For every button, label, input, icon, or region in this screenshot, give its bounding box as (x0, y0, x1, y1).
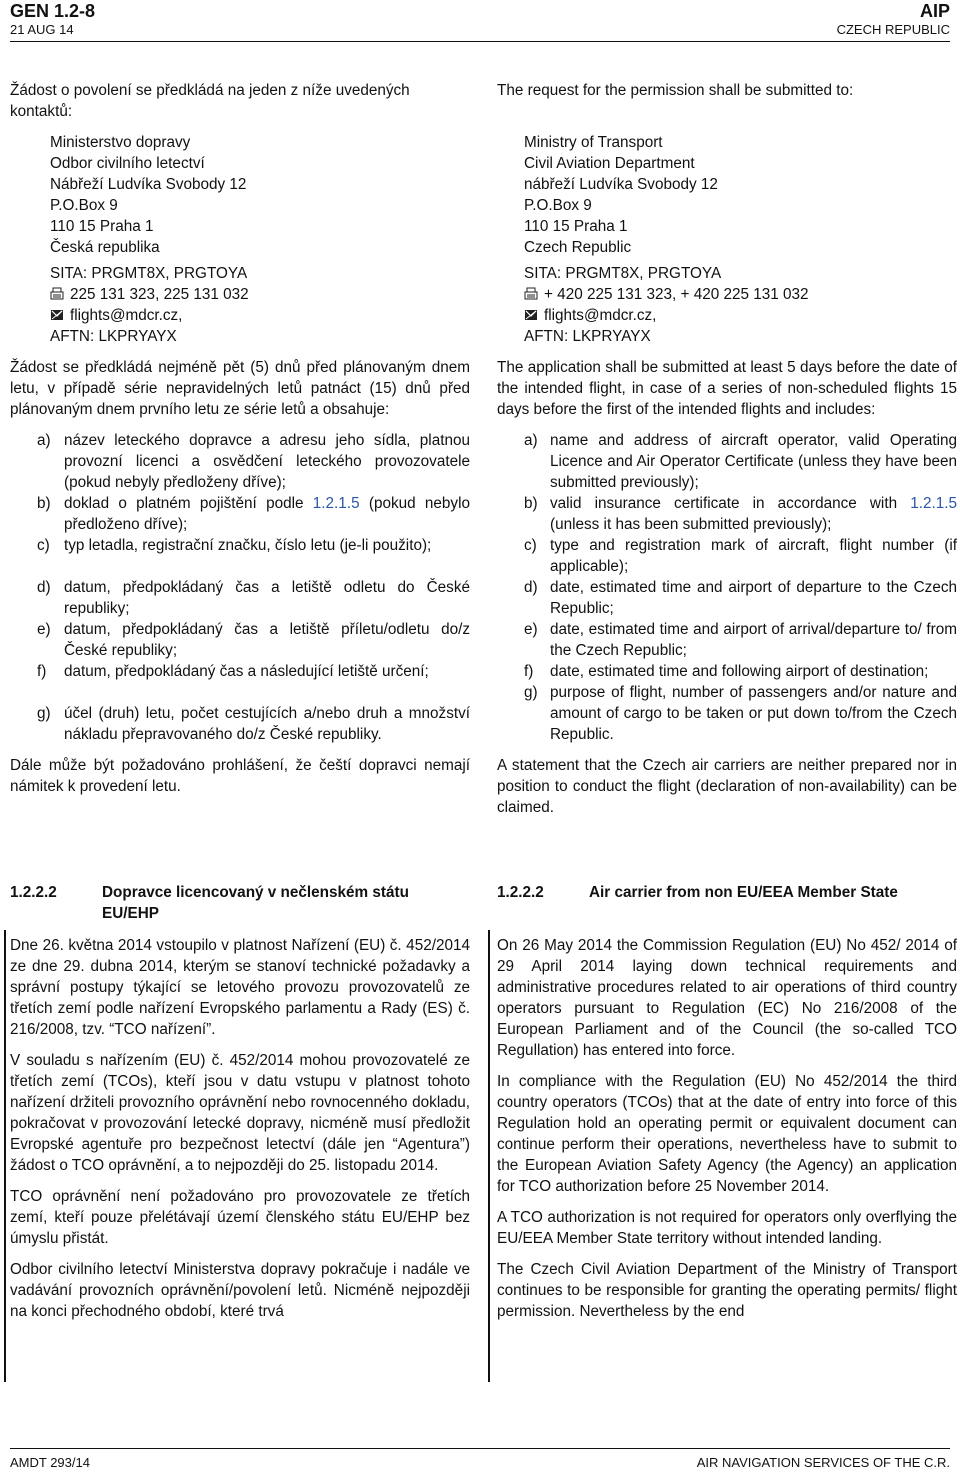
address-line: P.O.Box 9 (524, 197, 592, 214)
intro-text: The request for the permission shall be submitted to: (497, 82, 854, 99)
address-line: P.O.Box 9 (50, 197, 118, 214)
address-line: Odbor civilního letectví (50, 155, 205, 172)
paragraph: TCO oprávnění není požadováno pro provozovatele ze třetích zemí, kteří pouze přelétávají území členského státu EU/EHP bez úmyslu přistát. (10, 1188, 470, 1247)
address-line: nábřeží Ludvíka Svobody 12 (524, 176, 718, 193)
email-address[interactable]: flights@mdcr.cz, (70, 307, 183, 324)
doc-date: 21 AUG 14 (10, 22, 74, 37)
email-line (524, 305, 957, 326)
sita-line: SITA: PRGMT8X, PRGTOYA (50, 265, 248, 282)
email-icon (50, 308, 64, 321)
publication-name: AIP (919, 1, 950, 21)
list-item: f) datum, předpokládaný čas a následující letiště určení; (37, 663, 429, 680)
list-item: f) date, estimated time and following airport of destination; (524, 663, 929, 680)
list-item: d) date, estimated time and airport of departure to the Czech Republic; (524, 579, 957, 617)
address-line: Ministerstvo dopravy (50, 134, 191, 151)
section-number: 1.2.2.2 (497, 884, 544, 901)
address-line: Czech Republic (524, 239, 632, 256)
list-item: d) datum, předpokládaný čas a letiště odletu do České republiky; (37, 579, 470, 617)
paragraph: In compliance with the Regulation (EU) No 452/2014 the third country operators (TCOs) that at the date of entry into force of this Regulation hold an operating permit or equivalent document can continue perform their operations, nevertheless have to submit to the European Aviation Safety Agency (the Agency) an application for TCO authorization before 25 November 2014. (497, 1073, 957, 1195)
application-text: The application shall be submitted at least 5 days before the date of the intended flight, in case of a series of non-scheduled flights 15 days before the first of the intended flights and includes: (497, 359, 957, 418)
intro-text: Žádost o povolení se předkládá na jeden z níže uvedených kontaktů: (10, 82, 410, 120)
address-line: Civil Aviation Department (524, 155, 695, 172)
phone-icon (50, 287, 64, 300)
list-item: c) type and registration mark of aircraft, flight number (if applicable); (524, 537, 957, 575)
page-header (10, 0, 950, 44)
aftn-line: AFTN: LKPRYAYX (50, 328, 177, 345)
list-item: a) name and address of aircraft operator, valid Operating Licence and Air Operator Certificate (unless they have been submitted previously); (524, 432, 957, 491)
section-title: Dopravce licencovaný v nečlenském státu EU/EHP (102, 884, 409, 922)
right-section-body (497, 935, 957, 1322)
amendment-number: AMDT 293/14 (10, 1455, 90, 1470)
requirements-list (10, 430, 470, 745)
list-item: b) doklad o platném pojištění podle 1.2.1.5 (pokud nebylo předloženo dříve); (37, 495, 470, 533)
publisher-name: AIR NAVIGATION SERVICES OF THE C.R. (696, 1455, 950, 1470)
email-icon (524, 308, 538, 321)
left-column-czech (10, 80, 470, 797)
address-line: Ministry of Transport (524, 134, 663, 151)
list-item: g) účel (druh) letu, počet cestujících a/nebo druh a množství nákladu přepravovaného do/z České republiky. (37, 705, 470, 743)
address-line: 110 15 Praha 1 (50, 218, 154, 235)
requirements-list (497, 430, 957, 745)
statement-text: Dále může být požadováno prohlášení, že čeští dopravci nemají námitek k provedení letu. (10, 757, 470, 795)
change-bar (488, 930, 490, 1382)
paragraph: V souladu s nařízením (EU) č. 452/2014 mohou provozovatelé ze třetích zemí (TCOs), kteří jsou v datu vstupu v platnost tohoto nařízení držiteli provozního oprávnění nebo rovnocenného dokladu, pokračovat v provozování letecké dopravy, nicméně musí předložit Evropské agentuře pro bezpečnost letectví (dále jen “Agentura”) žádost o TCO oprávnění, a to nejpozději do 25. listopadu 2014. (10, 1052, 470, 1174)
email-address[interactable]: flights@mdcr.cz, (544, 307, 657, 324)
address-line: 110 15 Praha 1 (524, 218, 628, 235)
paragraph: On 26 May 2014 the Commission Regulation (EU) No 452/ 2014 of 29 April 2014 laying down technical requirements and administrative procedures related to air operations of third country operators pursuant to Regulation (EC) No 216/2008 of the European Parliament and of the Council (the so-called TCO Regullation) has entered into force. (497, 937, 957, 1059)
phone-icon (524, 287, 538, 300)
aftn-line: AFTN: LKPRYAYX (524, 328, 651, 345)
right-column-english (497, 80, 957, 818)
address-block (10, 132, 470, 347)
doc-id: GEN 1.2-8 (10, 1, 96, 21)
statement-text: A statement that the Czech air carriers are neither prepared nor in position to conduct the flight (declaration of non-availability) can be claimed. (497, 757, 957, 816)
list-item: a) název leteckého dopravce a adresu jeho sídla, platnou provozní licenci a osvědčení leteckého provozovatele (pokud nebyly předloženy dříve); (37, 432, 470, 491)
phone-numbers: 225 131 323, 225 131 032 (70, 286, 249, 303)
application-text: Žádost se předkládá nejméně pět (5) dnů před plánovaným dnem letu, v případě série nepravidelných letů patnáct (15) dnů před plánovaným dnem prvního letu ze série letů a obsahuje: (10, 359, 470, 418)
country-name: CZECH REPUBLIC (836, 22, 950, 37)
section-title: Air carrier from non EU/EEA Member State (589, 884, 898, 901)
sita-line: SITA: PRGMT8X, PRGTOYA (524, 265, 722, 282)
left-section-body (10, 935, 470, 1322)
phone-line (524, 284, 957, 305)
footer-rule (10, 1448, 950, 1449)
address-block (497, 132, 957, 347)
reference-link[interactable]: 1.2.1.5 (910, 495, 957, 512)
paragraph: Odbor civilního letectví Ministerstva dopravy pokračuje i nadále ve vadávání provozních oprávnění/povolení letů. Nicméně nejpozději na konci přechodného období, které trvá (10, 1261, 470, 1320)
list-item: g) purpose of flight, number of passengers and/or nature and amount of cargo to be taken or put down to/from the Czech Republic. (524, 684, 957, 743)
header-rule (10, 41, 950, 42)
list-item: c) typ letadla, registrační značku, číslo letu (je-li použito); (37, 537, 432, 554)
paragraph: A TCO authorization is not required for operators only overflying the EU/EEA Member State territory without intended landing. (497, 1209, 957, 1247)
paragraph: Dne 26. května 2014 vstoupilo v platnost Nařízení (EU) č. 452/2014 ze dne 29. dubna 2014, kterým se stanoví technické požadavky a správní postupy týkající se letového provozu provozovatelů ze třetích zemí podle nařízení Evropského parlamentu a Rady (ES) č. 216/2008, tzv. “TCO nařízení”. (10, 937, 470, 1038)
address-line: Nábřeží Ludvíka Svobody 12 (50, 176, 247, 193)
paragraph: The Czech Civil Aviation Department of the Ministry of Transport continues to be responsible for granting the operating permits/ flight permission. Nevertheless by the end (497, 1261, 957, 1320)
reference-link[interactable]: 1.2.1.5 (312, 495, 360, 512)
list-item: e) datum, předpokládaný čas a letiště příletu/odletu do/z České republiky; (37, 621, 470, 659)
change-bar (4, 930, 6, 1382)
email-line (50, 305, 470, 326)
phone-numbers: + 420 225 131 323, + 420 225 131 032 (544, 286, 809, 303)
list-item: e) date, estimated time and airport of arrival/departure to/ from the Czech Republic; (524, 621, 957, 659)
phone-line (50, 284, 470, 305)
address-line: Česká republika (50, 239, 160, 256)
list-item: b) valid insurance certificate in accordance with 1.2.1.5 (unless it has been submitted previously); (524, 495, 957, 533)
section-number: 1.2.2.2 (10, 884, 57, 901)
